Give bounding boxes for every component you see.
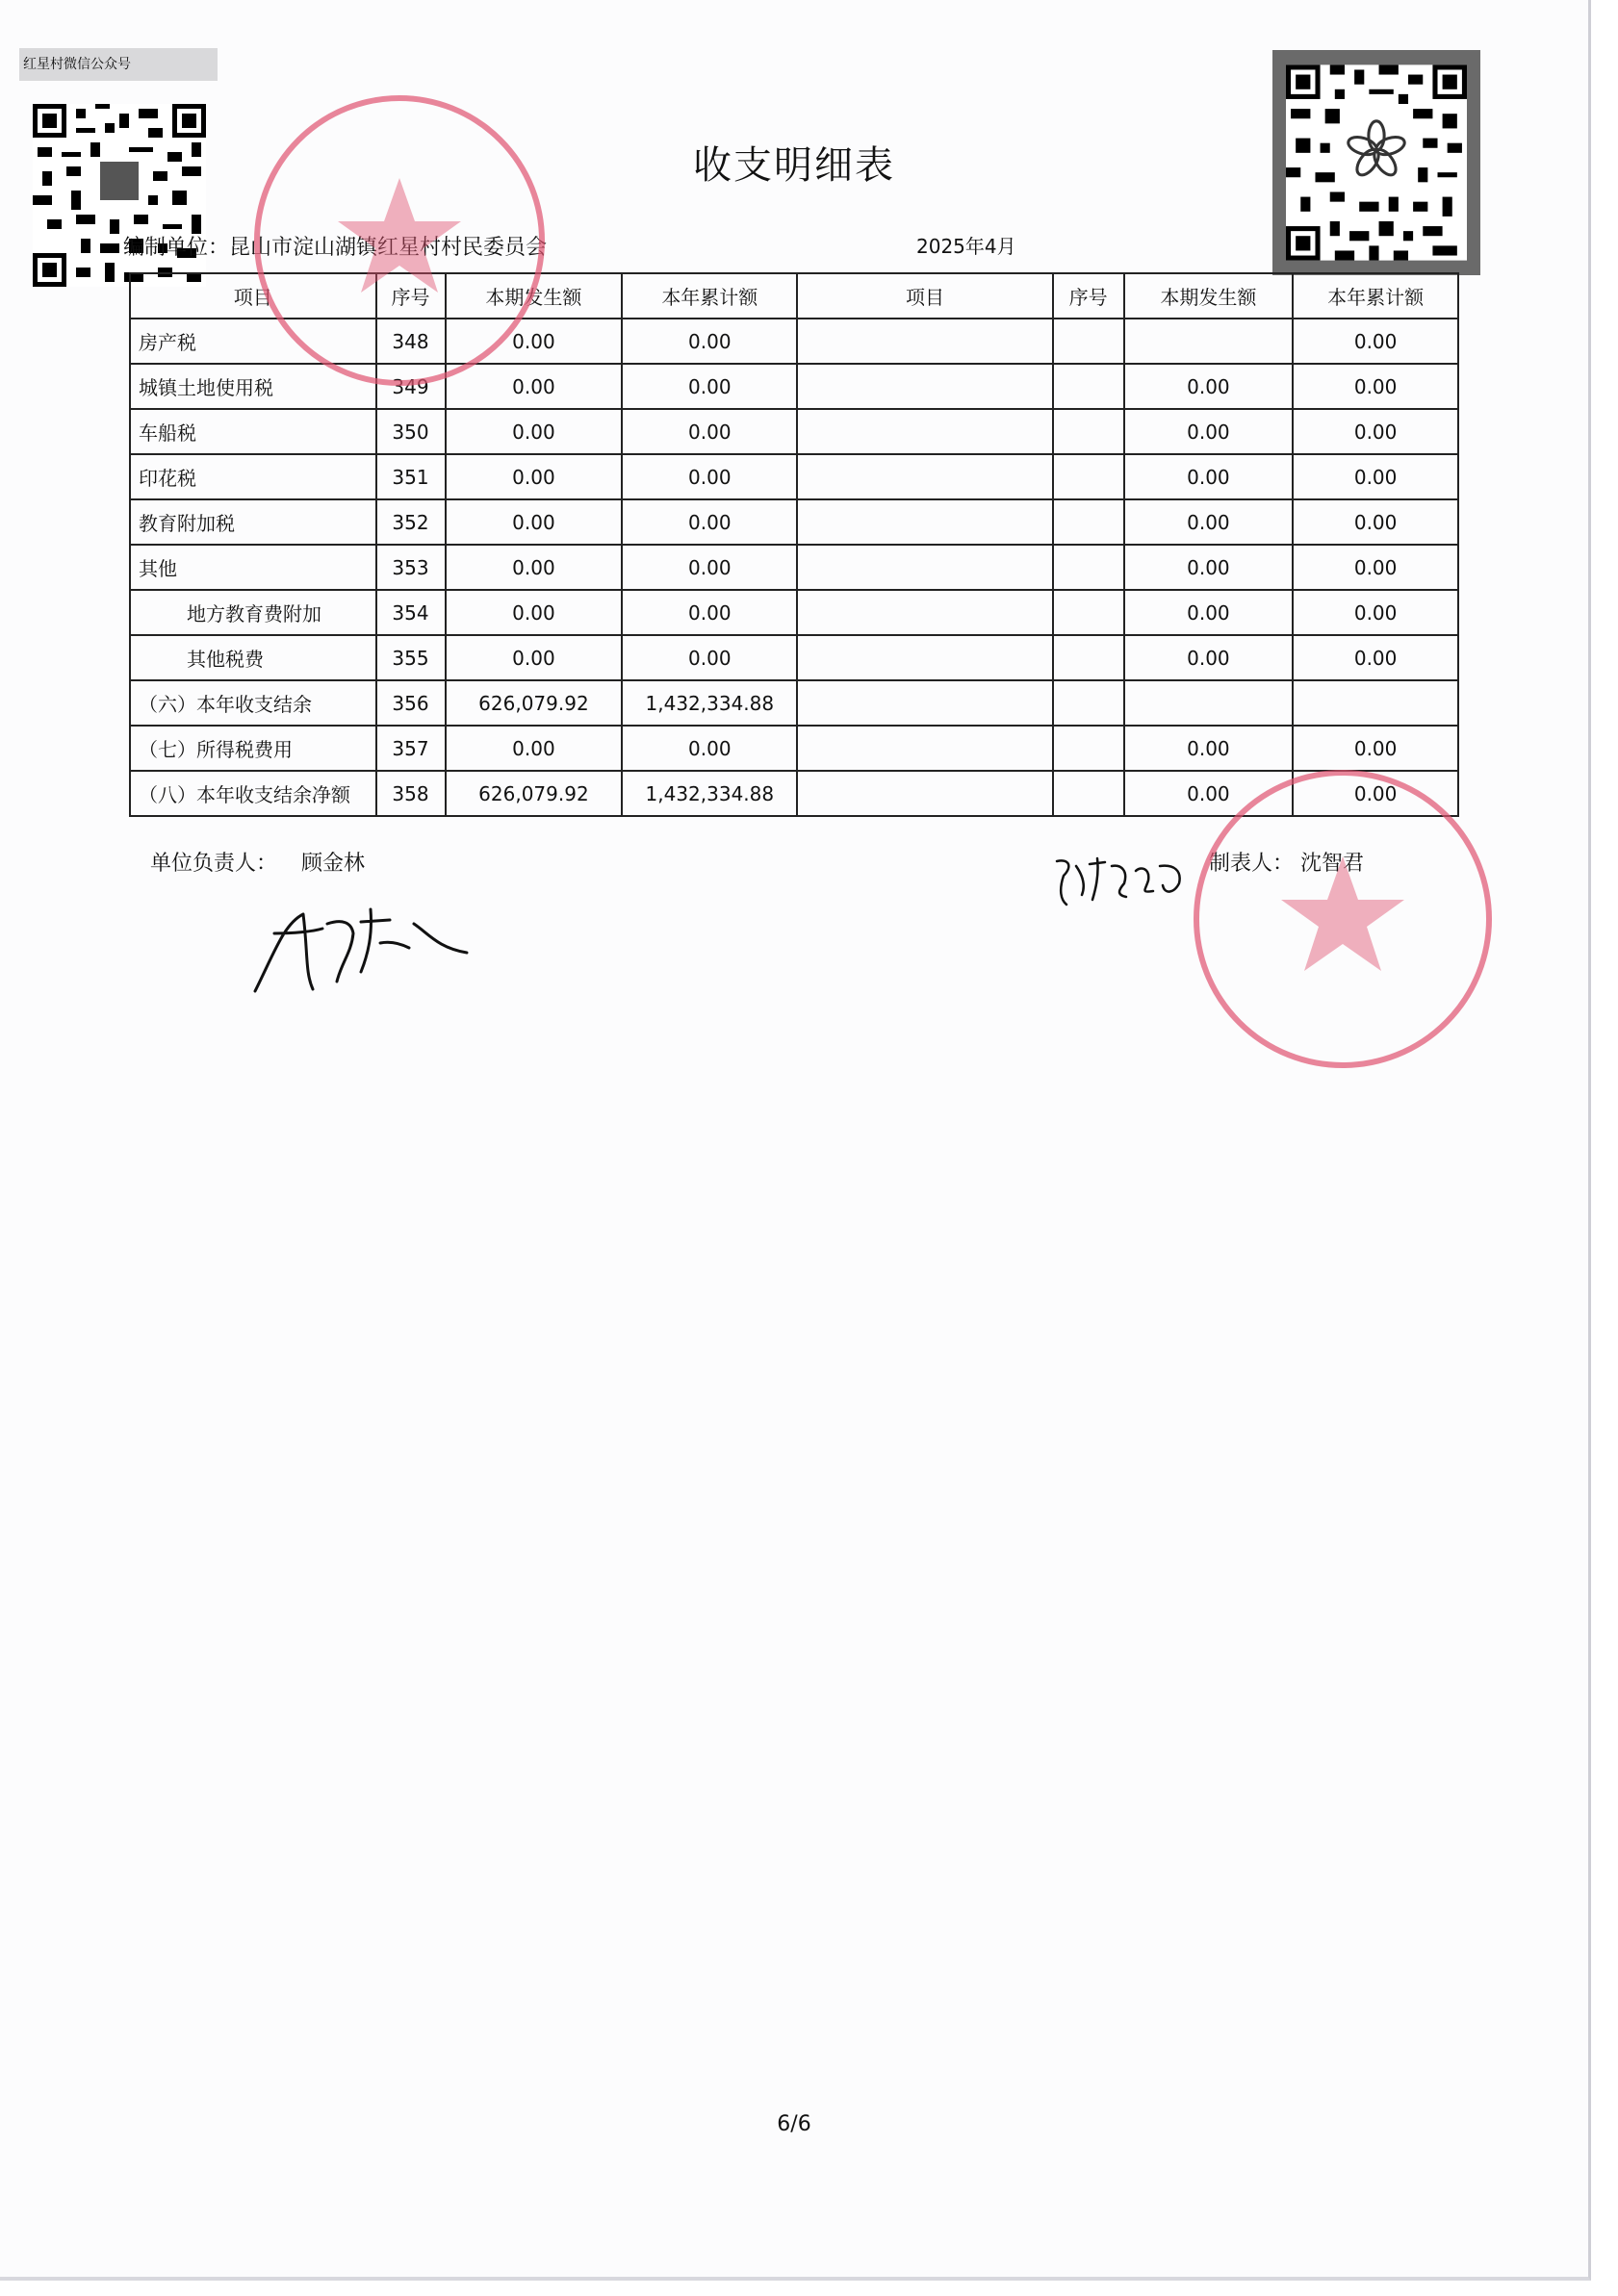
- item-cell: 房产税: [130, 319, 376, 364]
- current-amount-cell: 0.00: [446, 454, 623, 499]
- table-row: [130, 409, 1458, 454]
- table-row: [130, 635, 1458, 680]
- ytd-amount-cell: 0.00: [622, 364, 797, 409]
- item-cell: （七）所得税费用: [130, 726, 376, 771]
- right-item-cell: [797, 454, 1052, 499]
- right-seq-cell: [1053, 545, 1124, 590]
- ytd-amount-cell: 0.00: [622, 319, 797, 364]
- current-amount-cell: 626,079.92: [446, 771, 623, 816]
- right-item-cell: [797, 590, 1052, 635]
- right-item-cell: [797, 635, 1052, 680]
- right-seq-cell: [1053, 454, 1124, 499]
- right-ytd-amount-cell: 0.00: [1293, 454, 1458, 499]
- right-current-amount-cell: 0.00: [1124, 726, 1294, 771]
- right-seq-cell: [1053, 680, 1124, 726]
- right-current-amount-cell: 0.00: [1124, 499, 1294, 545]
- item-cell: （六）本年收支结余: [130, 680, 376, 726]
- item-cell: 印花税: [130, 454, 376, 499]
- header-ytd-amount-right: 本年累计额: [1293, 273, 1458, 319]
- right-item-cell: [797, 545, 1052, 590]
- current-amount-cell: 0.00: [446, 726, 623, 771]
- table-row: [130, 454, 1458, 499]
- right-current-amount-cell: 0.00: [1124, 364, 1294, 409]
- responsible-person: [150, 847, 365, 877]
- header-current-amount-right: 本期发生额: [1124, 273, 1294, 319]
- header-seq: 序号: [376, 273, 446, 319]
- right-current-amount-cell: 0.00: [1124, 454, 1294, 499]
- ytd-amount-cell: 0.00: [622, 454, 797, 499]
- current-amount-cell: 0.00: [446, 319, 623, 364]
- table-row: [130, 680, 1458, 726]
- current-amount-cell: 0.00: [446, 590, 623, 635]
- ytd-amount-cell: 0.00: [622, 409, 797, 454]
- seq-cell: 349: [376, 364, 446, 409]
- header-item-right: 项目: [797, 273, 1052, 319]
- right-ytd-amount-cell: 0.00: [1293, 499, 1458, 545]
- seq-cell: 353: [376, 545, 446, 590]
- right-item-cell: [797, 409, 1052, 454]
- seq-cell: 348: [376, 319, 446, 364]
- ytd-amount-cell: 1,432,334.88: [622, 771, 797, 816]
- report-period: 2025年4月: [916, 235, 1016, 258]
- right-ytd-amount-cell: 0.00: [1293, 319, 1458, 364]
- ytd-amount-cell: 0.00: [622, 499, 797, 545]
- right-seq-cell: [1053, 409, 1124, 454]
- ytd-amount-cell: 1,432,334.88: [622, 680, 797, 726]
- item-cell: 其他税费: [130, 635, 376, 680]
- right-ytd-amount-cell: 0.00: [1293, 726, 1458, 771]
- right-item-cell: [797, 771, 1052, 816]
- current-amount-cell: 0.00: [446, 635, 623, 680]
- right-seq-cell: [1053, 635, 1124, 680]
- page-title: 收支明细表: [693, 143, 895, 188]
- seq-cell: 355: [376, 635, 446, 680]
- current-amount-cell: 0.00: [446, 409, 623, 454]
- preparer-name: 沈智君: [1300, 852, 1365, 876]
- right-ytd-amount-cell: 0.00: [1293, 409, 1458, 454]
- seq-cell: 358: [376, 771, 446, 816]
- responsible-name: 顾金林: [301, 852, 366, 876]
- header-seq-right: 序号: [1053, 273, 1124, 319]
- right-seq-cell: [1053, 771, 1124, 816]
- ytd-amount-cell: 0.00: [622, 545, 797, 590]
- ytd-amount-cell: 0.00: [622, 726, 797, 771]
- table-row: [130, 499, 1458, 545]
- seq-cell: 351: [376, 454, 446, 499]
- right-item-cell: [797, 319, 1052, 364]
- right-seq-cell: [1053, 590, 1124, 635]
- header-item: 项目: [130, 273, 376, 319]
- right-ytd-amount-cell: 0.00: [1293, 590, 1458, 635]
- current-amount-cell: 0.00: [446, 499, 623, 545]
- right-current-amount-cell: 0.00: [1124, 590, 1294, 635]
- right-seq-cell: [1053, 499, 1124, 545]
- responsible-signature: [245, 895, 476, 1001]
- right-seq-cell: [1053, 319, 1124, 364]
- right-seq-cell: [1053, 364, 1124, 409]
- item-cell: 城镇土地使用税: [130, 364, 376, 409]
- wechat-account-tag: 红星村微信公众号: [19, 48, 218, 81]
- right-ytd-amount-cell: 0.00: [1293, 635, 1458, 680]
- item-cell: 车船税: [130, 409, 376, 454]
- auditor-signature: [1049, 847, 1194, 914]
- right-item-cell: [797, 680, 1052, 726]
- right-current-amount-cell: 0.00: [1124, 545, 1294, 590]
- seq-cell: 354: [376, 590, 446, 635]
- table-row: [130, 545, 1458, 590]
- ytd-amount-cell: 0.00: [622, 590, 797, 635]
- right-ytd-amount-cell: 0.00: [1293, 364, 1458, 409]
- right-ytd-amount-cell: 0.00: [1293, 771, 1458, 816]
- seq-cell: 357: [376, 726, 446, 771]
- current-amount-cell: 0.00: [446, 545, 623, 590]
- page-number: 6/6: [777, 2112, 811, 2136]
- seq-cell: 356: [376, 680, 446, 726]
- right-current-amount-cell: [1124, 680, 1294, 726]
- header-ytd-amount: 本年累计额: [622, 273, 797, 319]
- table-row: [130, 590, 1458, 635]
- right-item-cell: [797, 499, 1052, 545]
- village-committee-seal: [245, 87, 553, 395]
- right-ytd-amount-cell: 0.00: [1293, 545, 1458, 590]
- right-item-cell: [797, 364, 1052, 409]
- item-cell: 地方教育费附加: [130, 590, 376, 635]
- right-seq-cell: [1053, 726, 1124, 771]
- seq-cell: 350: [376, 409, 446, 454]
- right-item-cell: [797, 726, 1052, 771]
- right-ytd-amount-cell: [1293, 680, 1458, 726]
- village-supervision-seal: [1184, 760, 1502, 1078]
- preparer-label: 制表人：: [1209, 852, 1295, 876]
- item-cell: 教育附加税: [130, 499, 376, 545]
- item-cell: （八）本年收支结余净额: [130, 771, 376, 816]
- right-current-amount-cell: 0.00: [1124, 635, 1294, 680]
- responsible-label: 单位负责人：: [150, 852, 278, 876]
- right-current-amount-cell: [1124, 319, 1294, 364]
- preparing-unit: 编制单位：昆山市淀山湖镇红星村村民委员会: [123, 236, 548, 260]
- header-current-amount: 本期发生额: [446, 273, 623, 319]
- current-amount-cell: 626,079.92: [446, 680, 623, 726]
- current-amount-cell: 0.00: [446, 364, 623, 409]
- right-current-amount-cell: 0.00: [1124, 409, 1294, 454]
- ytd-amount-cell: 0.00: [622, 635, 797, 680]
- seq-cell: 352: [376, 499, 446, 545]
- item-cell: 其他: [130, 545, 376, 590]
- right-current-amount-cell: 0.00: [1124, 771, 1294, 816]
